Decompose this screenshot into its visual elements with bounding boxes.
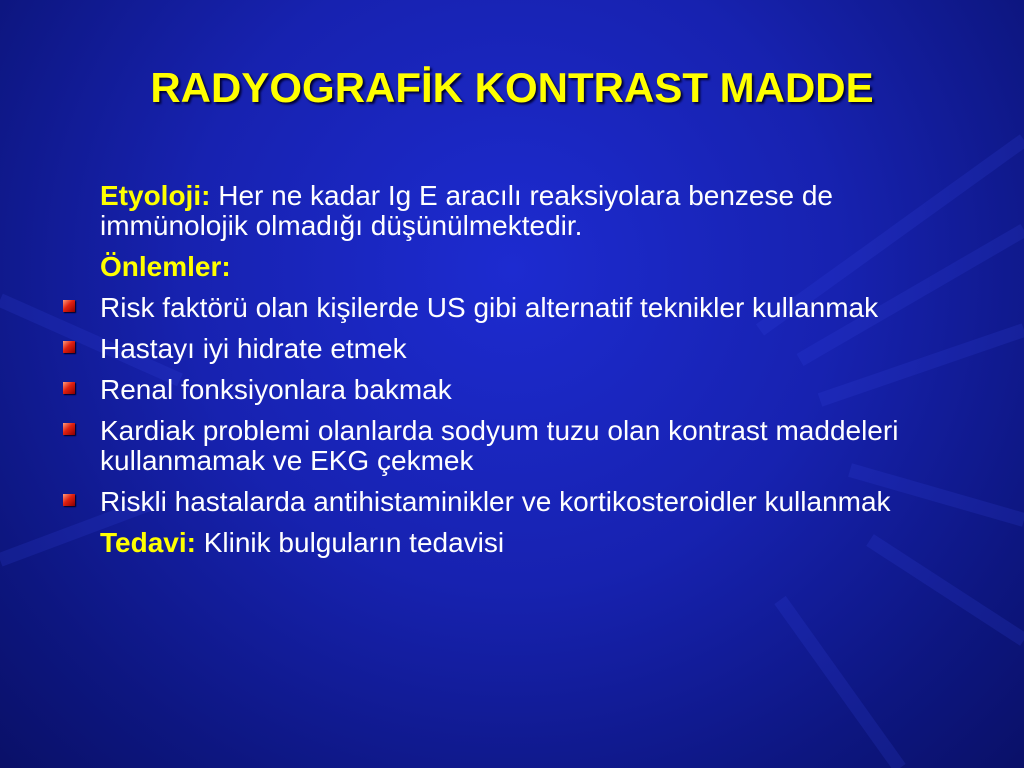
precautions-heading: [100, 252, 980, 282]
etiology-label: Etyoloji:: [100, 180, 211, 211]
bullet-text: Hastayı iyi hidrate etmek: [100, 333, 407, 364]
bullet-text: Riskli hastalarda antihistaminikler ve kortikosteroidler kullanmak: [100, 486, 891, 517]
bullet-icon: [63, 494, 75, 506]
etiology-paragraph: [100, 181, 980, 241]
bullet-item: [100, 416, 980, 476]
treatment-text: Klinik bulguların tedavisi: [195, 527, 505, 558]
bullet-item: [100, 375, 980, 405]
bullet-icon: [63, 423, 75, 435]
treatment-paragraph: [100, 528, 980, 558]
etiology-text: Her ne kadar Ig E aracılı reaksiyolara benzese de immünolojik olmadığı düşünülmektedir.: [100, 180, 834, 241]
treatment-label: Tedavi:: [100, 527, 196, 558]
bullet-item: [100, 334, 980, 364]
bullet-icon: [63, 341, 75, 353]
slide-content: [100, 181, 980, 569]
slide-title: RADYOGRAFİK KONTRAST MADDE: [150, 64, 874, 111]
bullet-text: Kardiak problemi olanlarda sodyum tuzu olan kontrast maddeleri kullanmamak ve EKG çekmek: [100, 415, 899, 476]
bullet-item: [100, 487, 980, 517]
precautions-label: Önlemler:: [100, 251, 231, 282]
bullet-item: [100, 293, 980, 323]
bullet-text: Risk faktörü olan kişilerde US gibi alternatif teknikler kullanmak: [100, 292, 879, 323]
bullet-icon: [63, 382, 75, 394]
bullet-text: Renal fonksiyonlara bakmak: [100, 374, 452, 405]
bullet-icon: [63, 300, 75, 312]
